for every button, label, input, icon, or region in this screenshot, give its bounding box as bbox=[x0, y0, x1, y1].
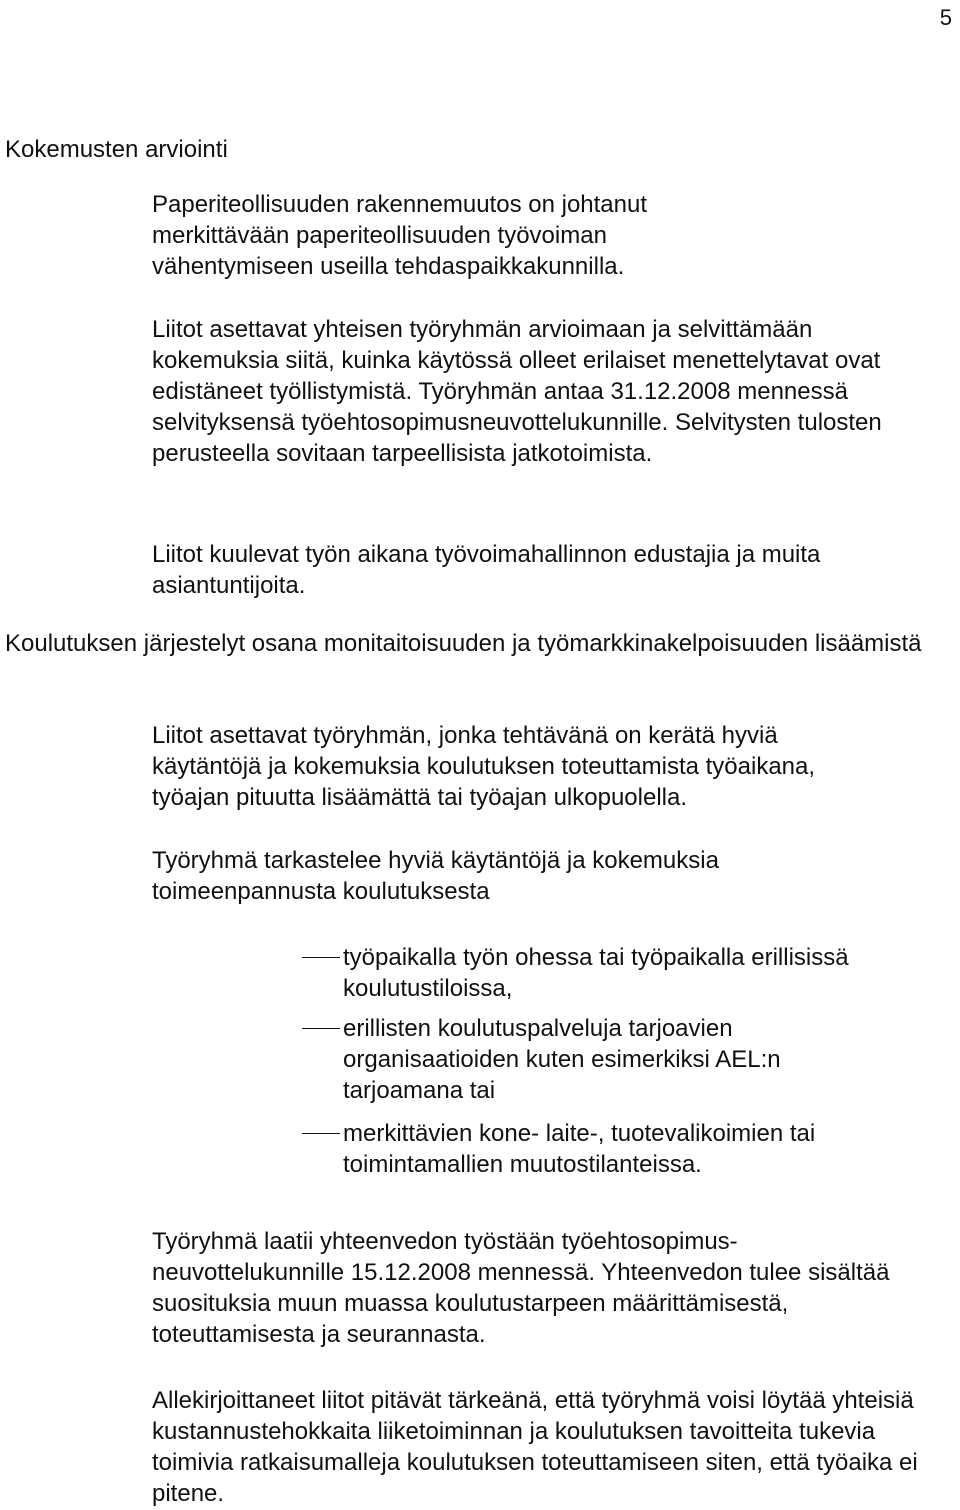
section-heading-kokemusten-arviointi: Kokemusten arviointi bbox=[5, 136, 228, 163]
list-item-text: merkittävien kone- laite-, tuotevalikoimien tai toimintamallien muutostilanteissa. bbox=[343, 1120, 816, 1178]
dash-bullet bbox=[302, 1028, 340, 1029]
paragraph: Työryhmä tarkastelee hyviä käytäntöjä ja kokemuksia toimeenpannusta koulutuksesta bbox=[152, 847, 719, 905]
paragraph: Liitot asettavat yhteisen työryhmän arvioimaan ja selvittämään kokemuksia siitä, kuinka käytössä olleet erilaiset menettelytavat ovat edistäneet työllistymistä. Työryhmän antaa 31.12.2008 mennessä selvityksensä työehtosopimusneuvottelukunnille. Selvitysten tulosten perusteella sovitaan tarpeellisista jatkotoimista. bbox=[152, 316, 882, 467]
paragraph: Työryhmä laatii yhteenvedon työstään työehtosopimus-neuvottelukunnille 15.12.2008 mennessä. Yhteenvedon tulee sisältää suosituksia muun muassa koulutustarpeen määrittämisestä, toteuttamisesta ja seurannasta. bbox=[152, 1228, 890, 1348]
paragraph: Liitot asettavat työryhmän, jonka tehtävänä on kerätä hyviä käytäntöjä ja kokemuksia koulutuksen toteuttamista työaikana, työajan pituutta lisäämättä tai työajan ulkopuolella. bbox=[152, 722, 816, 811]
paragraph: Liitot kuulevat työn aikana työvoimahallinnon edustajia ja muita asiantuntijoita. bbox=[152, 541, 821, 599]
paragraph: Allekirjoittaneet liitot pitävät tärkeänä, että työryhmä voisi löytää yhteisiä kustannustehokkaita liiketoiminnan ja koulutuksen tavoitteita tukevia toimivia ratkaisumalleja koulutuksen toteuttamiseen siten, että työaika ei pitene. bbox=[152, 1387, 918, 1507]
section-heading-koulutuksen-jarjestelyt: Koulutuksen järjestelyt osana monitaitoisuuden ja työmarkkinakelpoisuuden lisäämistä bbox=[5, 630, 922, 657]
dash-bullet bbox=[302, 1133, 340, 1134]
dash-bullet bbox=[302, 957, 340, 958]
list-item-text: työpaikalla työn ohessa tai työpaikalla erillisissä koulutustiloissa, bbox=[343, 944, 849, 1002]
list-item-text: erillisten koulutuspalveluja tarjoavien organisaatioiden kuten esimerkiksi AEL:n tarjoamana tai bbox=[343, 1015, 781, 1104]
page-number: 5 bbox=[939, 5, 952, 30]
paragraph: Paperiteollisuuden rakennemuutos on johtanut merkittävään paperiteollisuuden työvoiman vähentymiseen useilla tehdaspaikkakunnilla. bbox=[152, 191, 648, 280]
